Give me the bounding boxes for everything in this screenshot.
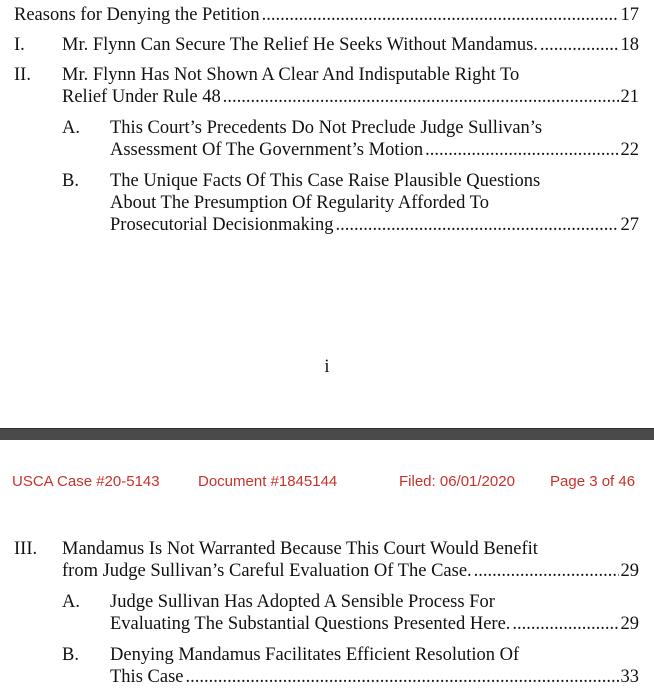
toc-leader-dots	[223, 86, 619, 108]
toc-section-number: I.	[14, 35, 25, 55]
toc-entry-section-2[interactable]	[62, 86, 639, 108]
toc-entry-section-2b[interactable]	[110, 214, 639, 236]
toc-entry-text: Denying Mandamus Facilitates Efficient Resolution Of	[110, 645, 520, 665]
toc-entry-section-2a[interactable]	[110, 139, 639, 161]
toc-leader-dots	[474, 560, 619, 582]
toc-section-number: B.	[62, 645, 79, 665]
toc-entry-section-3b[interactable]	[110, 666, 639, 688]
toc-leader-dots	[185, 666, 618, 688]
toc-page-number: 21	[620, 87, 639, 107]
toc-entry-reasons[interactable]	[14, 4, 639, 26]
toc-entry-text: This Case	[110, 667, 184, 687]
toc-leader-dots	[540, 34, 619, 56]
toc-page-number: 18	[620, 35, 639, 55]
toc-page-number: 17	[620, 5, 639, 25]
toc-page-number: 33	[620, 667, 639, 687]
toc-entry-text: Mandamus Is Not Warranted Because This Court Would Benefit	[62, 539, 538, 559]
court-filing-header	[0, 473, 654, 493]
toc-page-number: 22	[620, 140, 639, 160]
toc-entry-section-1[interactable]	[62, 34, 639, 56]
toc-page-number: 29	[620, 561, 639, 581]
toc-page-number: 29	[620, 614, 639, 634]
toc-entry-text: Relief Under Rule 48	[62, 87, 221, 107]
toc-section-number: A.	[62, 592, 80, 612]
toc-section-number: II.	[14, 65, 31, 85]
header-case-number: USCA Case #20-5143	[12, 473, 160, 490]
toc-leader-dots	[262, 4, 619, 26]
toc-entry-text: This Court’s Precedents Do Not Preclude Judge Sullivan’s	[110, 118, 543, 138]
toc-leader-dots	[336, 214, 619, 236]
header-page-count: Page 3 of 46	[550, 473, 636, 490]
toc-entry-text: Judge Sullivan Has Adopted A Sensible Process For	[110, 592, 495, 612]
toc-entry-text: Prosecutorial Decisionmaking	[110, 215, 334, 235]
toc-entry-text: from Judge Sullivan’s Careful Evaluation Of The Case.	[62, 561, 472, 581]
toc-leader-dots	[512, 613, 618, 635]
toc-page-number: 27	[620, 215, 639, 235]
toc-entry-text: About The Presumption Of Regularity Afforded To	[110, 193, 489, 213]
toc-entry-text: Mr. Flynn Can Secure The Relief He Seeks Without Mandamus.	[62, 35, 538, 55]
toc-section-number: B.	[62, 171, 79, 191]
toc-entry-text: Reasons for Denying the Petition	[14, 5, 260, 25]
header-filed-date: Filed: 06/01/2020	[399, 473, 515, 490]
toc-entry-section-3a[interactable]	[110, 613, 639, 635]
toc-entry-text: Assessment Of The Government’s Motion	[110, 140, 424, 160]
header-document-number: Document #1845144	[198, 473, 338, 490]
toc-entry-text: Mr. Flynn Has Not Shown A Clear And Indisputable Right To	[62, 65, 520, 85]
page-number-footer: i	[324, 357, 330, 377]
toc-section-number: III.	[14, 539, 38, 559]
toc-leader-dots	[425, 139, 618, 161]
toc-entry-text: The Unique Facts Of This Case Raise Plausible Questions	[110, 171, 541, 191]
toc-entry-text: Evaluating The Substantial Questions Presented Here.	[110, 614, 511, 634]
toc-entry-section-3[interactable]	[62, 560, 639, 582]
toc-section-number: A.	[62, 118, 80, 138]
